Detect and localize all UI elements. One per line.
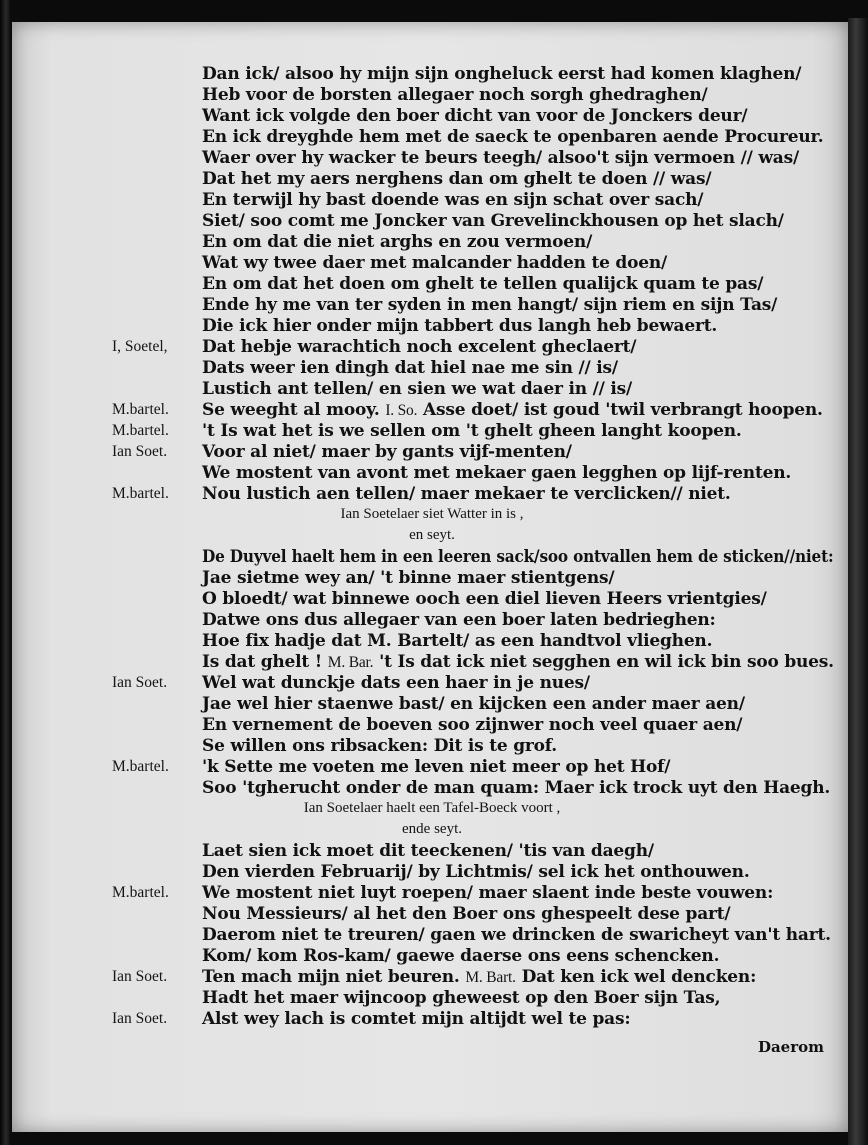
verse-text: Alst wey lach is comtet mijn altijdt wel te pas:: [202, 1009, 631, 1029]
speaker-label: Ian Soet.: [112, 1010, 168, 1027]
verse-line: [202, 64, 801, 84]
verse-text: Hoe fix hadje dat M. Bartelt/ as een handtvol vlieghen.: [202, 631, 713, 651]
verse-line: [202, 106, 747, 126]
verse-text: Den vierden Februarij/ by Lichtmis/ sel ick het onthouwen.: [202, 862, 750, 882]
verse-line: [202, 232, 592, 252]
verse-line: [202, 127, 823, 147]
verse-line: [202, 85, 708, 105]
verse-line: [202, 568, 614, 588]
verse-line: [202, 358, 618, 378]
verse-text: Laet sien ick moet dit teeckenen/ 'tis van daegh/: [202, 841, 654, 861]
verse-text: Heb voor de borsten allegaer noch sorgh ghedraghen/: [202, 85, 708, 105]
stage-direction: Ian Soetelaer siet Watter in is ,: [340, 506, 524, 522]
verse-line: [202, 904, 730, 924]
verse-text: Waer over hy wacker te beurs teegh/ alsoo't sijn vermoen // was/: [202, 148, 800, 168]
verse-line: [202, 862, 750, 882]
verse-text: 't Is wat het is we sellen om 't ghelt gheen langht koopen.: [202, 421, 742, 441]
verse-line: [202, 988, 720, 1008]
verse-line: [202, 400, 823, 420]
verse-text: Lustich ant tellen/ en sien we wat daer in // is/: [202, 379, 632, 399]
verse-text: Wat wy twee daer met malcander hadden te doen/: [202, 253, 668, 273]
verse-line: [202, 757, 670, 777]
verse-text: Ende hy me van ter syden in men hangt/ sijn riem en sijn Tas/: [202, 295, 778, 315]
verse-text: Soo 'tgherucht onder de man quam: Maer ick trock uyt den Haegh.: [202, 778, 831, 798]
verse-line: [202, 421, 742, 441]
inline-speaker-label: M. Bart.: [465, 969, 516, 986]
verse-line: [202, 967, 756, 987]
verse-line: [202, 1009, 630, 1029]
verse-text: We mostent van avont met mekaer gaen legghen op lijf-renten.: [202, 463, 792, 483]
speaker-label: Ian Soet.: [112, 968, 168, 985]
verse-line: [202, 715, 742, 735]
verse-line: [202, 547, 833, 567]
verse-text: En om dat het doen om ghelt te tellen qualijck quam te pas/: [202, 274, 764, 294]
verse-line: [202, 442, 572, 462]
verse-text: Daerom niet te treuren/ gaen we drincken de swaricheyt van't hart.: [202, 925, 831, 945]
verse-text: 'k Sette me voeten me leven niet meer op het Hof/: [202, 757, 671, 777]
verse-text: De Duyvel haelt hem in een leeren sack/soo ontvallen hem de sticken//niet:: [202, 547, 834, 567]
verse-line: [202, 274, 763, 294]
page-sheet: [12, 22, 848, 1132]
verse-text: Jae wel hier staenwe bast/ en kijcken een ander maer aen/: [202, 694, 745, 714]
verse-line: [202, 337, 636, 357]
verse-text: Dat hebje warachtich noch excelent gheclaert/: [202, 337, 637, 357]
verse-text: Se weeght al mooy.: [202, 400, 380, 420]
verse-line: [202, 316, 717, 336]
verse-line: [202, 673, 590, 693]
inline-speaker-label: I. So.: [385, 402, 418, 419]
verse-text: Die ick hier onder mijn tabbert dus langh heb bewaert.: [202, 316, 718, 336]
verse-text: Kom/ kom Ros-kam/ gaewe daerse ons eens schencken.: [202, 946, 720, 966]
verse-line: [202, 589, 767, 609]
speaker-label: I, Soetel,: [112, 338, 168, 355]
verse-text: Siet/ soo comt me Joncker van Grevelinckhousen op het slach/: [202, 211, 784, 231]
verse-line: [202, 169, 711, 189]
verse-text-continued: 't Is dat ick niet segghen en wil ick bin soo bues.: [379, 652, 834, 672]
stage-direction: en seyt.: [409, 527, 455, 543]
verse-text: Jae sietme wey an/ 't binne maer stientgens/: [202, 568, 615, 588]
verse-line: [202, 295, 777, 315]
verse-line: [202, 610, 716, 630]
catchword: Daerom: [757, 1038, 824, 1056]
page-edge: [848, 18, 868, 1145]
verse-line: [202, 925, 831, 945]
speaker-label: M.bartel.: [112, 422, 169, 439]
verse-text: Dan ick/ alsoo hy mijn sijn ongheluck eerst had komen klaghen/: [202, 64, 802, 84]
verse-line: [202, 379, 632, 399]
verse-text: En terwijl hy bast doende was en sijn schat over sach/: [202, 190, 704, 210]
speaker-label: M.bartel.: [112, 401, 169, 418]
verse-text: Nou lustich aen tellen/ maer mekaer te verclicken// niet.: [202, 484, 731, 504]
verse-text: Dat het my aers nerghens dan om ghelt te doen // was/: [202, 169, 712, 189]
speaker-label: M.bartel.: [112, 884, 169, 901]
stage-direction: ende seyt.: [402, 821, 462, 837]
verse-line: [202, 841, 654, 861]
verse-line: [202, 694, 745, 714]
verse-text: Wel wat dunckje dats een haer in je nues/: [202, 673, 590, 693]
verse-text: Nou Messieurs/ al het den Boer ons ghespeelt dese part/: [202, 904, 731, 924]
book-spine: [0, 0, 10, 1145]
verse-line: [202, 652, 834, 672]
verse-text-continued: Asse doet/ ist goud 'twil verbrangt hoopen.: [423, 400, 823, 420]
verse-text: Hadt het maer wijncoop gheweest op den Boer sijn Tas,: [202, 988, 721, 1008]
stage-direction: Ian Soetelaer haelt een Tafel-Boeck voort ,: [303, 800, 561, 816]
verse-line: [202, 148, 799, 168]
verse-text: Datwe ons dus allegaer van een boer laten bedrieghen:: [202, 610, 716, 630]
verse-text: Dats weer ien dingh dat hiel nae me sin // is/: [202, 358, 618, 378]
verse-text: Se willen ons ribsacken: Dit is te grof.: [202, 736, 558, 756]
verse-text: En vernement de boeven soo zijnwer noch veel quaer aen/: [202, 715, 743, 735]
verse-text-continued: Dat ken ick wel dencken:: [521, 967, 757, 987]
speaker-label: M.bartel.: [112, 485, 169, 502]
verse-line: [202, 736, 557, 756]
verse-text: En om dat die niet arghs en zou vermoen/: [202, 232, 593, 252]
verse-line: [202, 253, 667, 273]
verse-line: [202, 211, 784, 231]
verse-line: [202, 463, 791, 483]
verse-line: [202, 484, 731, 504]
speaker-label: Ian Soet.: [112, 443, 168, 460]
verse-line: [202, 946, 719, 966]
verse-text: En ick dreyghde hem met de saeck te openbaren aende Procureur.: [202, 127, 824, 147]
verse-line: [202, 190, 703, 210]
speaker-label: M.bartel.: [112, 758, 169, 775]
verse-line: [202, 883, 773, 903]
verse-line: [202, 631, 712, 651]
verse-line: [202, 778, 830, 798]
verse-text: O bloedt/ wat binnewe ooch een diel lieven Heers vrientgies/: [202, 589, 767, 609]
verse-text: We mostent niet luyt roepen/ maer slaent inde beste vouwen:: [202, 883, 774, 903]
verse-text-block: [12, 22, 848, 1132]
verse-text: Voor al niet/ maer by gants vijf-menten/: [202, 442, 572, 462]
verse-text: Ten mach mijn niet beuren.: [202, 967, 460, 987]
inline-speaker-label: M. Bar.: [327, 654, 374, 671]
verse-text: Is dat ghelt !: [202, 652, 323, 672]
verse-text: Want ick volgde den boer dicht van voor de Jonckers deur/: [202, 106, 748, 126]
speaker-label: Ian Soet.: [112, 674, 168, 691]
